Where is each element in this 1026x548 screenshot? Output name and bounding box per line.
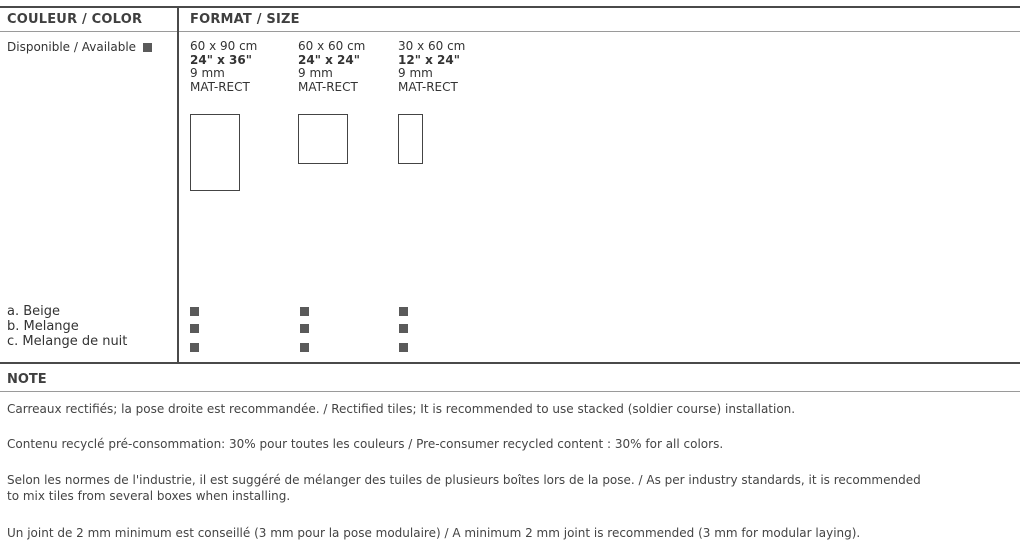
note-line: Contenu recyclé pré-consommation: 30% pour toutes les couleurs / Pre-consumer recycled content : 30% for all colors. [7, 437, 724, 451]
format-metric: 30 x 60 cm [398, 39, 466, 53]
availability-mark-icon [300, 343, 309, 352]
color-list [7, 304, 127, 349]
top-rule [0, 6, 1020, 8]
note-line: to mix tiles from several boxes when installing. [7, 489, 291, 503]
note-line: Un joint de 2 mm minimum est conseillé (3 mm pour la pose modulaire) / A minimum 2 mm joint is recommended (3 mm for modular laying). [7, 526, 861, 540]
format-header: FORMAT / SIZE [190, 12, 300, 27]
tile-shape-30x60-icon [398, 114, 423, 164]
color-melange: b. Melange [7, 319, 79, 334]
format-imperial: 12" x 24" [398, 52, 460, 67]
availability-mark-icon [300, 307, 309, 316]
format-thickness: 9 mm [298, 66, 333, 80]
format-thickness: 9 mm [190, 66, 225, 80]
format-imperial: 24" x 24" [298, 52, 360, 67]
color-beige: a. Beige [7, 304, 61, 319]
tile-shape-60x60-icon [298, 114, 348, 164]
tile-shape-60x90-icon [190, 114, 240, 191]
note-divider [0, 391, 1020, 392]
format-30x60 [398, 40, 465, 94]
note-title: NOTE [7, 372, 47, 387]
format-60x90 [190, 40, 257, 94]
availability-mark-icon [300, 324, 309, 333]
header-divider [0, 31, 1020, 32]
format-metric: 60 x 90 cm [190, 39, 258, 53]
note-line: Carreaux rectifiés; la pose droite est recommandée. / Rectified tiles; It is recommended to use stacked (soldier course) installation. [7, 402, 796, 416]
format-60x60 [298, 40, 365, 94]
note-line: Selon les normes de l'industrie, il est suggéré de mélanger des tuiles de plusieurs boîtes lors de la pose. / As per industry standards, it is recommended [7, 473, 921, 487]
color-melange-de-nuit: c. Melange de nuit [7, 334, 128, 349]
format-finish: MAT-RECT [190, 79, 250, 94]
availability-legend [7, 40, 152, 54]
availability-mark-icon [399, 343, 408, 352]
availability-label: Disponible / Available [7, 40, 137, 54]
format-imperial: 24" x 36" [190, 52, 252, 67]
availability-mark-icon [190, 307, 199, 316]
format-metric: 60 x 60 cm [298, 39, 366, 53]
format-finish: MAT-RECT [298, 79, 358, 94]
color-header: COULEUR / COLOR [7, 12, 143, 27]
availability-mark-icon [399, 324, 408, 333]
availability-mark-icon [190, 324, 199, 333]
format-finish: MAT-RECT [398, 79, 458, 94]
availability-square-icon [143, 43, 152, 52]
table-bottom-rule [0, 362, 1020, 364]
format-thickness: 9 mm [398, 66, 433, 80]
column-divider [177, 6, 179, 363]
availability-mark-icon [399, 307, 408, 316]
availability-mark-icon [190, 343, 199, 352]
